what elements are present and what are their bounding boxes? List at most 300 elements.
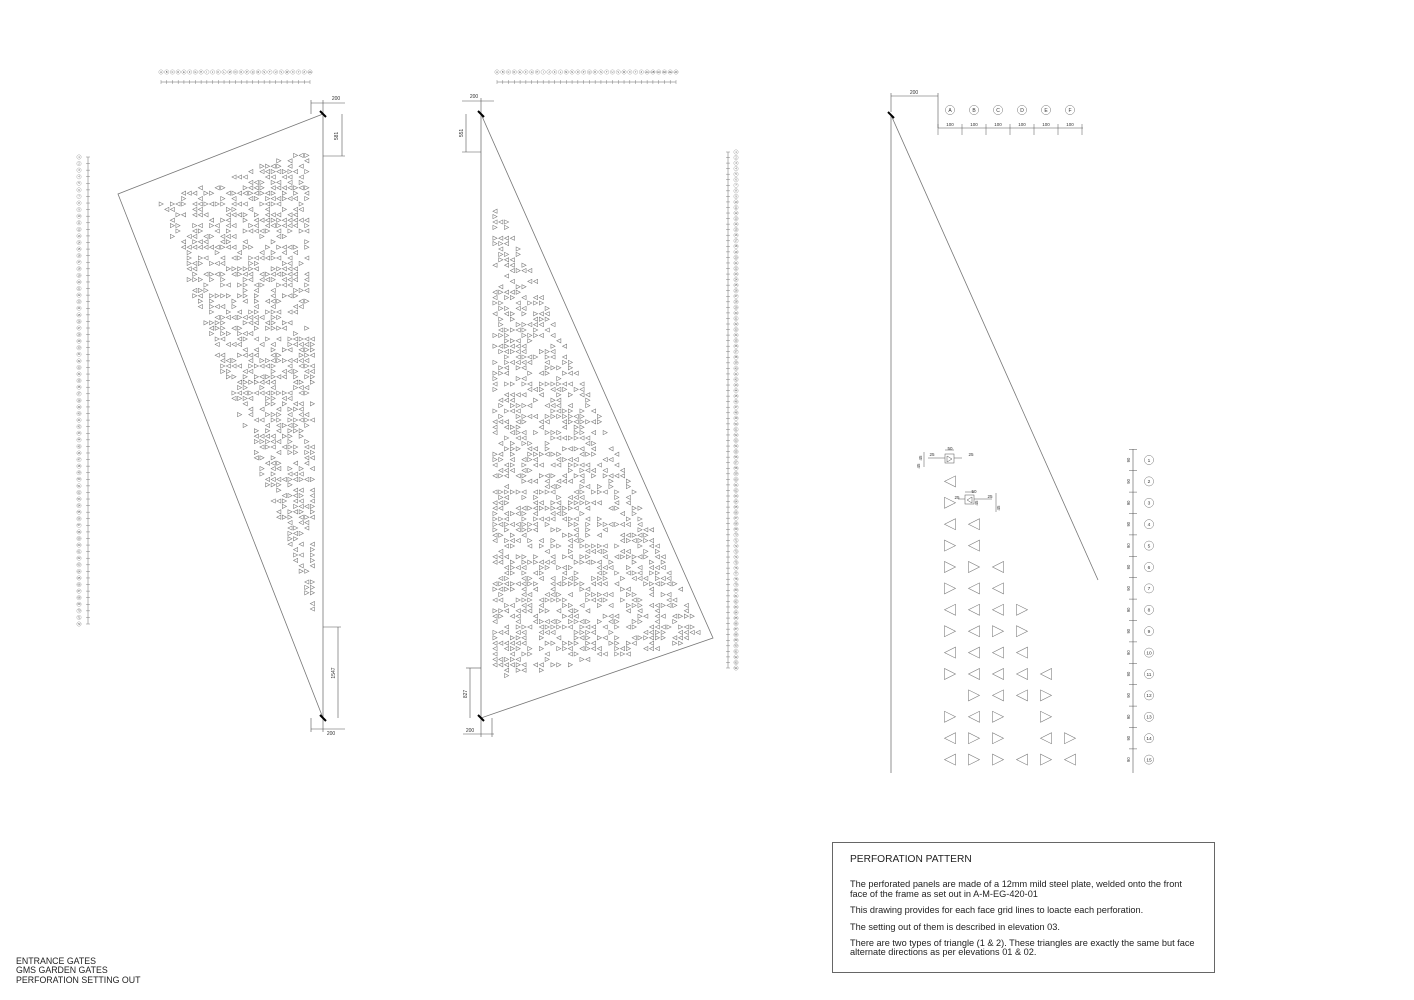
elevation-02-perforation: [592, 447, 596, 451]
elevation-03-triangle: [969, 647, 980, 658]
elevation-02-perforation: [551, 528, 555, 532]
elevation-01-perforation: [282, 348, 286, 352]
elevation-01-perforation: [254, 267, 258, 271]
elevation-02-perforation: [603, 474, 607, 478]
elevation-01-perforation: [271, 353, 275, 357]
elevation-01-row-label: 15: [77, 247, 81, 251]
elevation-01-perforation: [310, 369, 314, 373]
elevation-01-perforation: [277, 515, 281, 519]
elevation-03-triangle: [969, 583, 980, 594]
elevation-02-perforation: [522, 512, 526, 516]
elevation-01-perforation: [277, 224, 281, 228]
elevation-02-row-label: 79: [734, 583, 738, 587]
elevation-02-perforation: [545, 560, 549, 564]
elevation-01-row-label: 11: [77, 221, 81, 225]
elevation-01-perforation: [271, 499, 275, 503]
elevation-02-perforation: [580, 447, 584, 451]
elevation-02-perforation: [580, 436, 584, 440]
elevation-02-perforation: [528, 360, 532, 364]
elevation-03-row-spacing: 90: [1126, 693, 1131, 698]
elevation-02-perforation: [545, 404, 549, 408]
elevation-02-perforation: [551, 501, 555, 505]
elevation-02-perforation: [563, 382, 567, 386]
elevation-02-perforation: [539, 647, 543, 651]
elevation-01-perforation: [193, 191, 197, 195]
elevation-01-perforation: [182, 240, 186, 244]
elevation-02-column-label: AD: [662, 71, 667, 74]
elevation-01-perforation: [277, 256, 281, 260]
elevation-02-perforation: [499, 323, 503, 327]
elevation-02-row-label: 33: [734, 328, 738, 332]
elevation-02-perforation: [626, 533, 630, 537]
elevation-01-perforation: [310, 553, 314, 557]
elevation-01-column-label: K: [217, 71, 220, 74]
elevation-02-perforation: [539, 544, 543, 548]
elevation-01-row-label: 4: [78, 175, 80, 179]
elevation-01-perforation: [243, 391, 247, 395]
elevation-02-perforation: [586, 485, 590, 489]
elevation-02-column-label: U: [611, 71, 614, 74]
elevation-02-row-label: 6: [735, 178, 737, 182]
elevation-02-perforation: [603, 522, 607, 526]
elevation-01-row-label: 25: [77, 313, 81, 317]
elevation-01-perforation: [271, 202, 275, 206]
elevation-01-perforation: [305, 569, 309, 573]
elevation-01-row-label: 62: [77, 557, 81, 561]
elevation-01-perforation: [232, 391, 236, 395]
elevation-01-perforation: [305, 585, 309, 589]
elevation-02-perforation: [609, 506, 613, 510]
elevation-02-perforation: [510, 463, 514, 467]
elevation-01-perforation: [305, 191, 309, 195]
elevation-02-perforation: [551, 485, 555, 489]
elevation-02-perforation: [505, 398, 509, 402]
elevation-01-perforation: [271, 305, 275, 309]
elevation-02-perforation: [510, 393, 514, 397]
elevation-01-perforation: [271, 294, 275, 298]
elevation-02-perforation: [534, 323, 538, 327]
elevation-02-perforation: [655, 576, 659, 580]
elevation-02-perforation: [534, 501, 538, 505]
elevation-01-perforation: [260, 202, 264, 206]
elevation-02-perforation: [609, 560, 613, 564]
elevation-01-perforation: [288, 342, 292, 346]
elevation-02-perforation: [534, 587, 538, 591]
elevation-02-perforation: [545, 366, 549, 370]
elevation-01-perforation: [288, 440, 292, 444]
elevation-02-perforation: [493, 474, 497, 478]
elevation-02-panel-outline: [481, 114, 713, 718]
elevation-02-perforation: [574, 463, 578, 467]
elevation-02-perforation: [597, 501, 601, 505]
elevation-03-triangle: [1017, 669, 1028, 680]
elevation-02-perforation: [493, 333, 497, 337]
elevation-01-perforation: [193, 245, 197, 249]
elevation-01-perforation: [221, 337, 225, 341]
elevation-02-perforation: [528, 625, 532, 629]
elevation-02-perforation: [528, 452, 532, 456]
elevation-02-perforation: [493, 517, 497, 521]
elevation-02-perforation: [574, 414, 578, 418]
elevation-01-row-label: 1: [78, 155, 80, 159]
elevation-02-perforation: [534, 582, 538, 586]
elevation-02-row-label: 48: [734, 411, 738, 415]
elevation-02-row-label: 53: [734, 439, 738, 443]
elevation-02-perforation: [493, 431, 497, 435]
elevation-02-row-label: 91: [734, 650, 738, 654]
elevation-01-perforation: [305, 440, 309, 444]
elevation-02-perforation: [661, 593, 665, 597]
notes-box: [832, 842, 1215, 973]
elevation-01-row-label: 67: [77, 590, 81, 594]
elevation-01-perforation: [294, 548, 298, 552]
elevation-01-perforation: [277, 272, 281, 276]
elevation-02-perforation: [493, 587, 497, 591]
elevation-01-perforation: [260, 467, 264, 471]
elevation-02-perforation: [557, 377, 561, 381]
elevation-01-perforation: [243, 396, 247, 400]
elevation-02-perforation: [615, 522, 619, 526]
elevation-02-perforation: [644, 528, 648, 532]
elevation-01-perforation: [232, 213, 236, 217]
notes-paragraph: There are two types of triangle (1 & 2). These triangles are exactly the same but face alternate directions as per elevations 01 & 02.: [850, 938, 1195, 958]
elevation-02-perforation: [539, 506, 543, 510]
elevation-01-perforation: [271, 348, 275, 352]
elevation-01-perforation: [260, 315, 264, 319]
elevation-02-perforation: [551, 506, 555, 510]
elevation-01-perforation: [282, 267, 286, 271]
elevation-01-perforation: [294, 380, 298, 384]
elevation-03-triangle: [945, 540, 956, 551]
elevation-02-perforation: [528, 576, 532, 580]
elevation-02-perforation: [505, 252, 509, 256]
elevation-02-row-label: 34: [734, 333, 738, 337]
elevation-02-perforation: [545, 630, 549, 634]
elevation-02-perforation: [505, 393, 509, 397]
elevation-02-row-label: 83: [734, 605, 738, 609]
elevation-02-perforation: [574, 458, 578, 462]
elevation-02-perforation: [603, 549, 607, 553]
elevation-01-perforation: [226, 234, 230, 238]
elevation-01-perforation: [277, 440, 281, 444]
elevation-01-perforation: [310, 342, 314, 346]
elevation-02-perforation: [615, 474, 619, 478]
elevation-01-perforation: [238, 267, 242, 271]
elevation-01-perforation: [299, 564, 303, 568]
elevation-01-perforation: [226, 375, 230, 379]
elevation-01-perforation: [288, 364, 292, 368]
elevation-02-perforation: [580, 555, 584, 559]
elevation-02-perforation: [580, 468, 584, 472]
elevation-01-perforation: [238, 175, 242, 179]
elevation-01-perforation: [299, 353, 303, 357]
elevation-02-perforation: [545, 490, 549, 494]
elevation-02-row-label: 17: [734, 239, 738, 243]
elevation-02-perforation: [650, 630, 654, 634]
elevation-03-row-spacing: 90: [1126, 714, 1131, 720]
elevation-01-perforation: [176, 202, 180, 206]
elevation-02-perforation: [563, 506, 567, 510]
elevation-01-perforation: [232, 359, 236, 363]
elevation-01-perforation: [243, 423, 247, 427]
elevation-02-perforation: [493, 263, 497, 267]
elevation-02-perforation: [592, 598, 596, 602]
elevation-02-perforation: [580, 630, 584, 634]
elevation-01-perforation: [288, 483, 292, 487]
elevation-02-perforation: [597, 463, 601, 467]
elevation-02-perforation: [545, 382, 549, 386]
elevation-01-perforation: [282, 375, 286, 379]
elevation-02-row-label: 13: [734, 217, 738, 221]
elevation-03-row-label: 2: [1147, 480, 1151, 486]
elevation-02-perforation: [499, 247, 503, 251]
elevation-02-perforation: [522, 323, 526, 327]
elevation-02-row-label: 64: [734, 500, 738, 504]
elevation-02-perforation: [522, 555, 526, 559]
elevation-02-perforation: [493, 236, 497, 240]
elevation-02-perforation: [563, 355, 567, 359]
elevation-03-row-spacing: 90: [1126, 457, 1131, 463]
elevation-02-perforation: [644, 582, 648, 586]
elevation-02-perforation: [563, 360, 567, 364]
elevation-02-perforation: [534, 571, 538, 575]
elevation-01-perforation: [294, 305, 298, 309]
elevation-02-perforation: [510, 458, 514, 462]
elevation-02-perforation: [539, 636, 543, 640]
elevation-01-perforation: [294, 310, 298, 314]
elevation-01-perforation: [277, 510, 281, 514]
elevation-01-perforation: [254, 337, 258, 341]
elevation-02-perforation: [545, 414, 549, 418]
elevation-02-row-label: 55: [734, 450, 738, 454]
elevation-01-perforation: [288, 283, 292, 287]
elevation-02-perforation: [650, 603, 654, 607]
elevation-02-row-label: 37: [734, 350, 738, 354]
elevation-02-perforation: [586, 587, 590, 591]
elevation-01-perforation: [243, 213, 247, 217]
elevation-02-perforation: [545, 360, 549, 364]
elevation-01-perforation: [288, 213, 292, 217]
elevation-01-perforation: [215, 261, 219, 265]
elevation-02-perforation: [510, 263, 514, 267]
elevation-01-column-label: F: [188, 71, 191, 74]
elevation-02-row-label: 44: [734, 389, 738, 393]
elevation-01-perforation: [254, 283, 258, 287]
elevation-02-perforation: [528, 387, 532, 391]
elevation-01-perforation: [299, 342, 303, 346]
elevation-01-perforation: [299, 472, 303, 476]
elevation-02-perforation: [597, 647, 601, 651]
elevation-02-perforation: [505, 663, 509, 667]
elevation-01-perforation: [215, 229, 219, 233]
elevation-02-perforation: [557, 393, 561, 397]
elevation-02-perforation: [505, 220, 509, 224]
elevation-02-row-label: 93: [734, 661, 738, 665]
elevation-03-dim-top: 200: [909, 90, 919, 96]
elevation-01-perforation: [249, 267, 253, 271]
elevation-01-perforation: [271, 175, 275, 179]
elevation-02-perforation: [522, 668, 526, 672]
elevation-02-perforation: [563, 641, 567, 645]
elevation-01-perforation: [288, 278, 292, 282]
elevation-02-perforation: [510, 512, 514, 516]
elevation-02-perforation: [684, 603, 688, 607]
elevation-02-perforation: [505, 344, 509, 348]
elevation-01-perforation: [215, 224, 219, 228]
elevation-02-perforation: [505, 333, 509, 337]
elevation-01-perforation: [277, 359, 281, 363]
elevation-01-perforation: [282, 515, 286, 519]
elevation-02-perforation: [580, 452, 584, 456]
elevation-02-perforation: [563, 555, 567, 559]
elevation-01-perforation: [282, 170, 286, 174]
elevation-01-perforation: [305, 450, 309, 454]
elevation-01-perforation: [305, 445, 309, 449]
elevation-02-perforation: [505, 420, 509, 424]
elevation-02-perforation: [499, 344, 503, 348]
elevation-01-perforation: [204, 321, 208, 325]
elevation-01-perforation: [277, 283, 281, 287]
elevation-01-perforation: [238, 391, 242, 395]
elevation-02-perforation: [655, 549, 659, 553]
elevation-01-perforation: [277, 180, 281, 184]
elevation-01-perforation: [305, 197, 309, 201]
elevation-02-row-label: 19: [734, 250, 738, 254]
elevation-01-perforation: [277, 391, 281, 395]
elevation-02-row-label: 38: [734, 356, 738, 360]
elevation-01-perforation: [282, 224, 286, 228]
elevation-02-perforation: [516, 360, 520, 364]
elevation-01-perforation: [182, 202, 186, 206]
elevation-03-column-label: F: [1068, 108, 1072, 114]
elevation-02-perforation: [684, 630, 688, 634]
elevation-01-perforation: [282, 251, 286, 255]
elevation-01-perforation: [277, 337, 281, 341]
elevation-03-triangle: [969, 754, 980, 765]
elevation-01-perforation: [243, 202, 247, 206]
elevation-01-perforation: [277, 197, 281, 201]
elevation-01-perforation: [221, 261, 225, 265]
elevation-02-perforation: [522, 560, 526, 564]
elevation-01-perforation: [271, 364, 275, 368]
elevation-02-perforation: [493, 209, 497, 213]
elevation-03-row-label: 12: [1146, 694, 1152, 700]
elevation-01-perforation: [299, 218, 303, 222]
elevation-02-row-label: 11: [734, 206, 738, 210]
elevation-01-row-label: 28: [77, 333, 81, 337]
elevation-02-perforation: [568, 603, 572, 607]
elevation-01-perforation: [271, 224, 275, 228]
elevation-01-perforation: [232, 299, 236, 303]
elevation-02-perforation: [493, 630, 497, 634]
elevation-02-row-label: 59: [734, 472, 738, 476]
elevation-02-perforation: [545, 312, 549, 316]
elevation-02-perforation: [505, 290, 509, 294]
elevation-03-row-spacing: 90: [1126, 757, 1131, 762]
elevation-01-perforation: [238, 332, 242, 336]
elevation-02-perforation: [534, 490, 538, 494]
elevation-02-perforation: [574, 614, 578, 618]
elevation-03-column-label: B: [972, 108, 976, 114]
elevation-01-perforation: [249, 407, 253, 411]
elevation-02-perforation: [644, 630, 648, 634]
elevation-02-perforation: [574, 539, 578, 543]
elevation-02-perforation: [580, 393, 584, 397]
elevation-02-perforation: [505, 225, 509, 229]
elevation-02-perforation: [574, 528, 578, 532]
elevation-01-row-label: 72: [77, 622, 81, 626]
elevation-02-perforation: [563, 625, 567, 629]
elevation-01-perforation: [310, 418, 314, 422]
elevation-01-perforation: [210, 218, 214, 222]
elevation-02-column-label: AF: [674, 71, 678, 74]
elevation-02-perforation: [655, 614, 659, 618]
elevation-02-perforation: [661, 614, 665, 618]
elevation-02-perforation: [557, 414, 561, 418]
elevation-01-perforation: [282, 369, 286, 373]
elevation-01-perforation: [249, 245, 253, 249]
elevation-03-row-label: 15: [1146, 758, 1152, 764]
elevation-01-row-label: 55: [77, 511, 81, 515]
elevation-02-perforation: [522, 344, 526, 348]
elevation-02-perforation: [522, 598, 526, 602]
elevation-01-perforation: [271, 461, 275, 465]
elevation-02-perforation: [534, 620, 538, 624]
elevation-01-perforation: [310, 585, 314, 589]
elevation-02-perforation: [499, 587, 503, 591]
elevation-01-perforation: [266, 175, 270, 179]
elevation-01-perforation: [182, 213, 186, 217]
elevation-01-perforation: [238, 315, 242, 319]
elevation-02-perforation: [522, 630, 526, 634]
elevation-02-perforation: [534, 431, 538, 435]
elevation-01-perforation: [299, 488, 303, 492]
elevation-01-row-label: 6: [78, 188, 80, 192]
elevation-01-perforation: [193, 240, 197, 244]
elevation-01-perforation: [305, 413, 309, 417]
elevation-02-perforation: [522, 285, 526, 289]
elevation-02-row-label: 94: [734, 666, 738, 670]
elevation-01-perforation: [159, 202, 163, 206]
elevation-02-perforation: [534, 479, 538, 483]
elevation-02-perforation: [568, 663, 572, 667]
elevation-01-perforation: [249, 396, 253, 400]
elevation-02-perforation: [586, 593, 590, 597]
elevation-01-perforation: [310, 337, 314, 341]
elevation-01-perforation: [226, 213, 230, 217]
elevation-01-perforation: [288, 170, 292, 174]
elevation-02-perforation: [568, 393, 572, 397]
elevation-02-column-label: Y: [634, 71, 637, 74]
elevation-03-row-grid: [1126, 449, 1154, 773]
elevation-01-perforation: [277, 299, 281, 303]
elevation-01-perforation: [210, 310, 214, 314]
elevation-01-perforation: [288, 418, 292, 422]
elevation-01-row-label: 29: [77, 340, 81, 344]
elevation-01-perforation: [238, 202, 242, 206]
elevation-02-perforation: [528, 333, 532, 337]
elevation-02-perforation: [603, 458, 607, 462]
elevation-03-detail-2-height: 45: [996, 505, 1001, 511]
elevation-01-perforation: [254, 310, 258, 314]
elevation-01-perforation: [254, 315, 258, 319]
elevation-02-perforation: [568, 544, 572, 548]
elevation-02-perforation: [557, 598, 561, 602]
elevation-01-perforation: [299, 407, 303, 411]
elevation-01-perforation: [243, 348, 247, 352]
elevation-01-perforation: [243, 278, 247, 282]
elevation-02-perforation: [510, 269, 514, 273]
